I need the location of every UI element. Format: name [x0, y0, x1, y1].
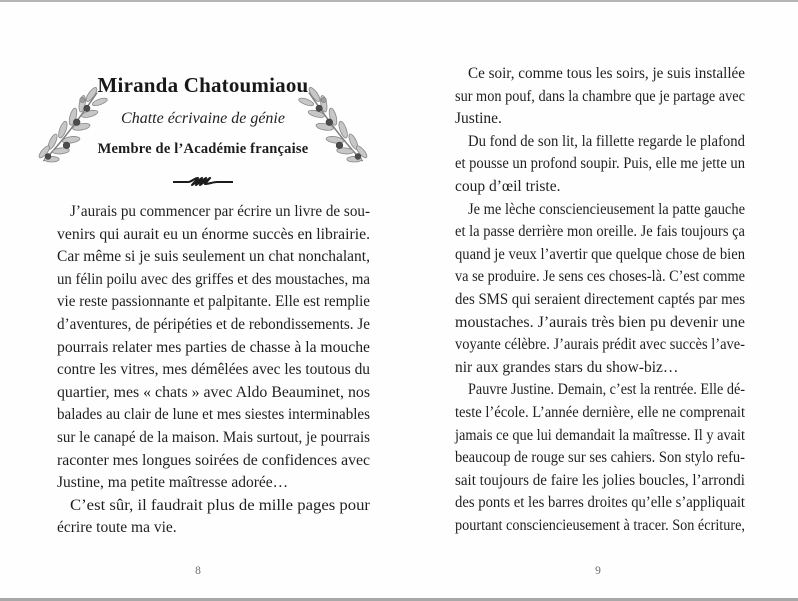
squiggle-knot-icon — [173, 175, 233, 188]
text-line: quartier, mes « chats » avec Aldo Beauminet, nos — [57, 383, 370, 401]
text-line: Pauvre Justine. Demain, c’est la rentrée. Elle dé- — [468, 381, 745, 399]
text-line: contre les vitres, mes démêlées avec les toutous du — [57, 361, 370, 379]
window-top-border — [0, 0, 798, 2]
text-line: des ponts et les barres droites qu’elle s’appliquait — [455, 494, 745, 512]
author-name: Miranda Chatoumiaou — [97, 73, 309, 97]
text-line: des SMS qui seraient directement captés par mes — [455, 290, 745, 308]
chapter-header — [34, 70, 372, 195]
page-number-right: 9 — [595, 565, 601, 577]
text-line: pourrais relater mes parties de chasse à la mouche — [57, 338, 370, 356]
text-line: d’aventures, de péripéties et de rebondissements. Je — [57, 315, 370, 333]
text-line: balades au clair de lune et mes siestes interminables — [57, 406, 370, 424]
text-line: un félin poilu avec des griffes et des moustaches, ma — [57, 270, 370, 288]
text-line: sur mon pouf, dans la chambre que je partage avec — [455, 87, 745, 105]
text-line: pourtant consciencieusement à tracer. Son écriture, — [455, 516, 745, 534]
section-divider — [34, 175, 372, 193]
text-line: moustaches. J’aurais très bien pu devenir une — [455, 313, 745, 331]
olive-branch-right-icon — [296, 83, 370, 167]
right-page-text — [455, 63, 745, 537]
left-page-text — [57, 201, 370, 540]
text-line: voyante célèbre. J’aurais prédit avec succès l’ave- — [455, 336, 745, 354]
text-line: et la passe derrière mon oreille. Je fais toujours ça — [455, 223, 745, 241]
text-line: Du fond de son lit, la fillette regarde le plafond — [468, 132, 745, 150]
text-line: écrire toute ma vie. — [57, 519, 177, 537]
author-affiliation: Membre de l’Académie française — [97, 141, 309, 157]
text-line: Justine, ma petite maîtresse adorée… — [57, 474, 289, 492]
olive-branch-left-icon — [36, 83, 110, 167]
text-line: Je me lèche consciencieusement la patte gauche — [468, 200, 745, 218]
text-line: et pousse un profond soupir. Puis, elle me jette un — [455, 155, 745, 173]
text-line: Justine. — [455, 110, 502, 128]
text-line: va se produire. Je sens ces choses-là. C’est comme — [455, 268, 745, 286]
text-line: raconter mes longues soirées de confidences avec — [57, 451, 370, 469]
text-line: nir aux grandes stars du show-biz… — [455, 358, 679, 376]
text-line: beaucoup de rouge sur ses cahiers. Son stylo refu- — [455, 449, 745, 467]
text-line: C’est sûr, il faudrait plus de mille pages pour — [70, 496, 370, 514]
text-line: sait toujours de faire les jolies boucles, l’arrondi — [455, 471, 745, 489]
author-subtitle: Chatte écrivaine de génie — [121, 110, 285, 127]
text-line: venirs qui aurait eu un énorme succès en librairie. — [57, 225, 371, 243]
text-line: Car même si je suis seulement un chat nonchalant, — [57, 248, 370, 266]
text-line: jamais ce que lui demandait la maîtresse. Il y avait — [455, 426, 745, 444]
text-line: Ce soir, comme tous les soirs, je suis installée — [468, 65, 745, 82]
text-line: J’aurais pu commencer par écrire un livre de sou- — [70, 203, 370, 220]
text-line: coup d’œil triste. — [455, 177, 561, 195]
text-line: quand je veux l’avertir que quelque chose de bien — [455, 245, 745, 263]
text-line: vie reste passionnante et palpitante. Elle est remplie — [57, 293, 370, 311]
text-line: teste l’école. L’année dernière, elle ne comprenait — [455, 403, 745, 421]
text-line: sur le canapé de la maison. Mais surtout, je pourrais — [57, 428, 370, 446]
page-number-left: 8 — [195, 565, 201, 577]
